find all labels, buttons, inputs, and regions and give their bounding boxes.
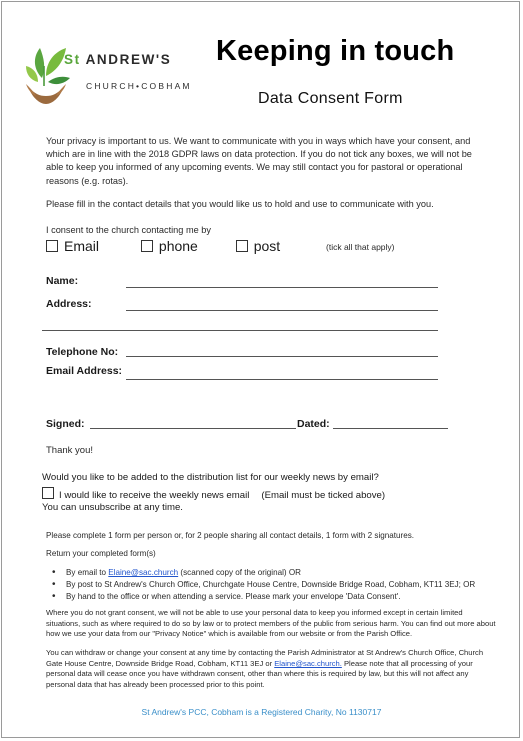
form-page xyxy=(1,1,520,738)
signature-field[interactable] xyxy=(90,428,296,429)
address-label: Address: xyxy=(46,298,92,310)
thank-you-text: Thank you! xyxy=(46,445,93,456)
withdraw-text-start: You can withdraw or change your consent at any time by contacting the Parish Administrator at St Andrew's Church Office, Church Gate House Centre, Downside Bridge Road, Cobham, KT11 3EJ or xyxy=(46,648,484,668)
withdraw-email-link[interactable]: Elaine@sac.church. xyxy=(274,658,342,668)
address-field-line-2[interactable] xyxy=(42,330,438,331)
church-logo xyxy=(24,36,209,114)
signed-label: Signed: xyxy=(46,418,85,430)
logo-brand-name: ANDREW'S xyxy=(85,52,172,67)
newsletter-option[interactable] xyxy=(42,487,385,501)
withdraw-text-end: Please note that all processing of your personal data will cease once you have withdrawn consent, other than where this is required by law, but this will not affect any personal data that has already been processed prior to this point. xyxy=(46,658,473,689)
unsubscribe-text: You can unsubscribe at any time. xyxy=(42,502,183,513)
checkbox-icon xyxy=(46,240,58,252)
consent-hint: (tick all that apply) xyxy=(326,242,395,252)
return-by-email xyxy=(66,568,301,577)
hands-icon xyxy=(26,84,66,104)
email-field[interactable] xyxy=(126,379,438,380)
return-instructions: Return your completed form(s) xyxy=(46,549,156,558)
consent-post-checkbox[interactable] xyxy=(236,238,280,254)
instructions-paragraph: Please fill in the contact details that you would like us to hold and use to communicate with you. xyxy=(46,199,434,209)
return-by-post: • By post to St Andrew's Church Office, Churchgate House Centre, Downside Bridge Road, Cobham, KT11 3EJ; OR xyxy=(66,580,475,589)
complete-instructions: Please complete 1 form per person or, for 2 people sharing all contact details, 1 form with 2 signatures. xyxy=(46,531,415,540)
name-field[interactable] xyxy=(126,287,438,288)
form-subtitle: Data Consent Form xyxy=(258,90,403,107)
consent-email-checkbox[interactable] xyxy=(46,238,99,254)
telephone-field[interactable] xyxy=(126,356,438,357)
email-bullet-suffix: (scanned copy of the original) OR xyxy=(178,568,301,577)
consent-post-label: post xyxy=(253,238,281,254)
email-label: Email Address: xyxy=(46,365,123,377)
address-field-line-1[interactable] xyxy=(126,310,438,311)
newsletter-option-label: I would like to receive the weekly news email xyxy=(59,490,250,501)
return-by-hand: • By hand to the office or when attending a service. Please mark your envelope 'Data Consent'. xyxy=(66,592,401,601)
checkbox-icon xyxy=(141,240,153,252)
consent-phone-label: phone xyxy=(158,238,198,254)
checkbox-icon xyxy=(42,487,54,499)
date-field[interactable] xyxy=(333,428,448,429)
consent-email-label: Email xyxy=(64,238,100,254)
checkbox-icon xyxy=(236,240,248,252)
newsletter-note: (Email must be ticked above) xyxy=(261,490,386,501)
logo-subtitle: CHURCH•COBHAM xyxy=(86,81,192,91)
withdraw-paragraph xyxy=(46,648,496,690)
telephone-label: Telephone No: xyxy=(46,346,119,358)
no-consent-paragraph: Where you do not grant consent, we will not be able to use your personal data to keep you informed except in certain limited situations, such as where required to do so by law or to protect members of the public from serious harm. You can find out more about how we use your data from our "Privacy Notice" which is available from our website or from the Parish Office. xyxy=(46,608,496,639)
newsletter-question: Would you like to be added to the distribution list for our weekly news by email? xyxy=(42,472,379,483)
logo-brand-st: St xyxy=(64,52,81,67)
email-link[interactable]: Elaine@sac.church xyxy=(108,568,179,577)
consent-options xyxy=(46,238,280,254)
consent-phone-checkbox[interactable] xyxy=(141,238,198,254)
page-title: Keeping in touch xyxy=(216,35,455,67)
dated-label: Dated: xyxy=(297,418,330,430)
charity-footer: St Andrew's PCC, Cobham is a Registered Charity, No 1130717 xyxy=(141,707,382,717)
intro-paragraph: Your privacy is important to us. We want to communicate with you in ways which have your consent, and which are in line with the 2018 GDPR laws on data protection. If you do not tick any boxes, we will not be able to keep you informed of any upcoming events. We may still contact you for pastoral or operational reasons (e.g. rotas). xyxy=(46,136,472,186)
email-bullet-prefix: By email to xyxy=(66,568,109,577)
consent-prompt: I consent to the church contacting me by xyxy=(46,225,211,235)
name-label: Name: xyxy=(46,275,79,287)
logo-brand xyxy=(64,52,171,67)
